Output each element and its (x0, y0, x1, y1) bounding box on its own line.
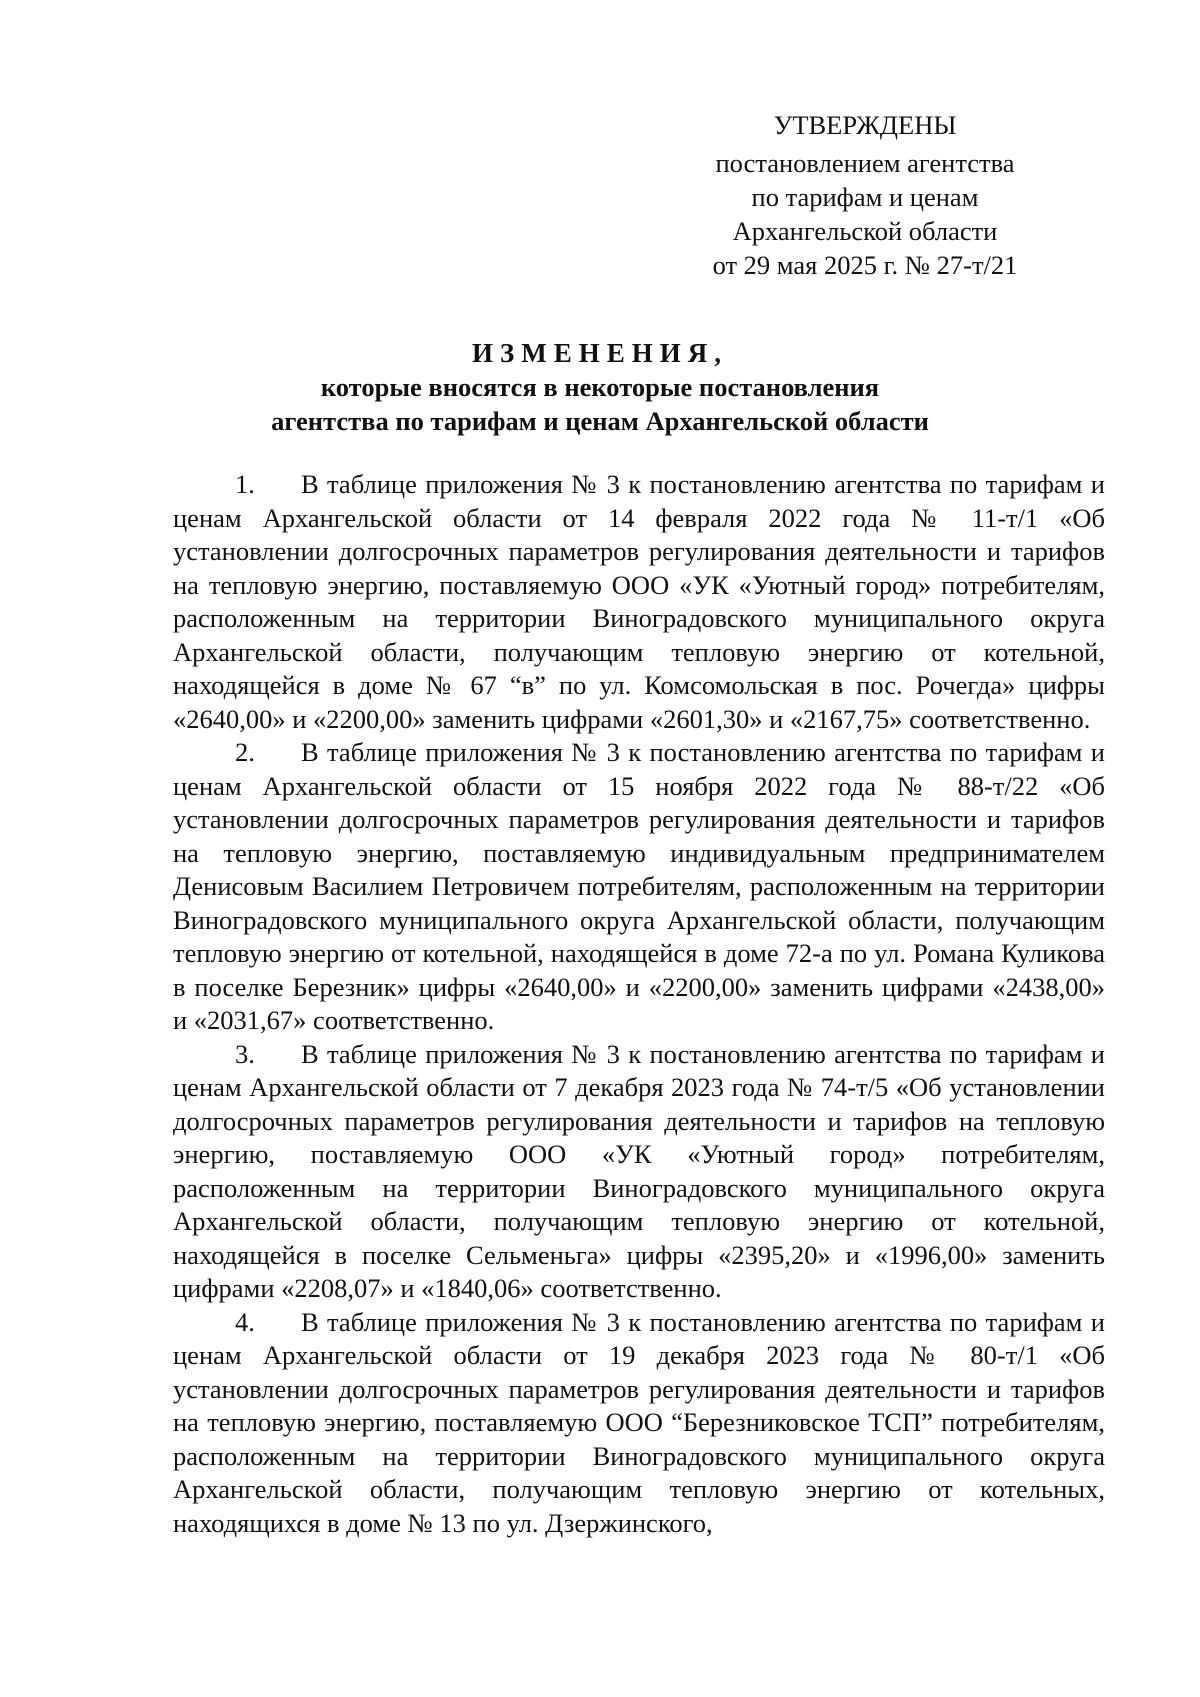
document-heading (120, 336, 1080, 438)
document-subtitle-line: которые вносятся в некоторые постановления (320, 372, 880, 402)
approval-date-number: от 29 мая 2025 г. № 27-т/21 (712, 250, 1018, 280)
document-body (173, 468, 1105, 1540)
amendment-text: В таблице приложения № 3 к постановлению агентства по тарифам и ценам Архангельской области от 15 ноября 2022 года № 88-т/22 «Об установлении долгосрочных параметров регулирования деятельности и тарифов на тепловую энергию, поставляемую индивидуальным предпринимателем Денисовым Василием Петровичем потребителям, расположенным на территории Виноградовского муниципального округа Архангельской области, получающим тепловую энергию от котельной, находящейся в доме 72-а по ул. Романа Куликова в поселке Березник» цифры «2640,00» и «2200,00» заменить цифрами «2438,00» и «2031,67» соответственно. (173, 737, 1105, 1035)
amendment-item (173, 1306, 1105, 1541)
approval-line: по тарифам и ценам (751, 182, 979, 212)
amendment-text: В таблице приложения № 3 к постановлению агентства по тарифам и ценам Архангельской области от 19 декабря 2023 года № 80-т/1 «Об установлении долгосрочных параметров регулирования деятельности и тарифов на тепловую энергию, поставляемую ООО “Березниковское ТСП” потребителям, расположенным на территории Виноградовского муниципального округа Архангельской области, получающим тепловую энергию от котельных, находящихся в доме № 13 по ул. Дзержинского, (173, 1306, 1105, 1538)
approval-line: постановлением агентства (715, 148, 1015, 178)
amendment-item (173, 1038, 1105, 1306)
amendment-number: 2. (235, 737, 255, 767)
amendment-item (173, 736, 1105, 1038)
document-title: ИЗМЕНЕНИЯ, (471, 338, 728, 368)
document-subtitle-line: агентства по тарифам и ценам Архангельской области (271, 406, 929, 436)
amendment-number: 4. (235, 1306, 255, 1337)
approval-line: Архангельской области (732, 216, 998, 246)
amendment-number: 1. (235, 469, 255, 499)
approval-heading: УТВЕРЖДЕНЫ (773, 110, 957, 140)
amendment-item (173, 468, 1105, 736)
amendment-number: 3. (235, 1038, 255, 1069)
amendment-text: В таблице приложения № 3 к постановлению агентства по тарифам и ценам Архангельской области от 14 февраля 2022 года № 11-т/1 «Об установлении долгосрочных параметров регулирования деятельности и тарифов на тепловую энергию, поставляемую ООО «УК «Уютный город» потребителям, расположенным на территории Виноградовского муниципального округа Архангельской области, получающим тепловую энергию от котельной, находящейся в доме № 67 “в” по ул. Комсомольская в пос. Рочегда» цифры «2640,00» и «2200,00» заменить цифрами «2601,30» и «2167,75» соответственно. (173, 469, 1105, 734)
amendment-text: В таблице приложения № 3 к постановлению агентства по тарифам и ценам Архангельской области от 7 декабря 2023 года № 74-т/5 «Об установлении долгосрочных параметров регулирования деятельности и тарифов на тепловую энергию, поставляемую ООО «УК «Уютный город» потребителям, расположенным на территории Виноградовского муниципального округа Архангельской области, получающим тепловую энергию от котельной, находящейся в поселке Сельменьга» цифры «2395,20» и «1996,00» заменить цифрами «2208,07» и «1840,06» соответственно. (173, 1038, 1105, 1303)
approval-block (700, 108, 1030, 282)
